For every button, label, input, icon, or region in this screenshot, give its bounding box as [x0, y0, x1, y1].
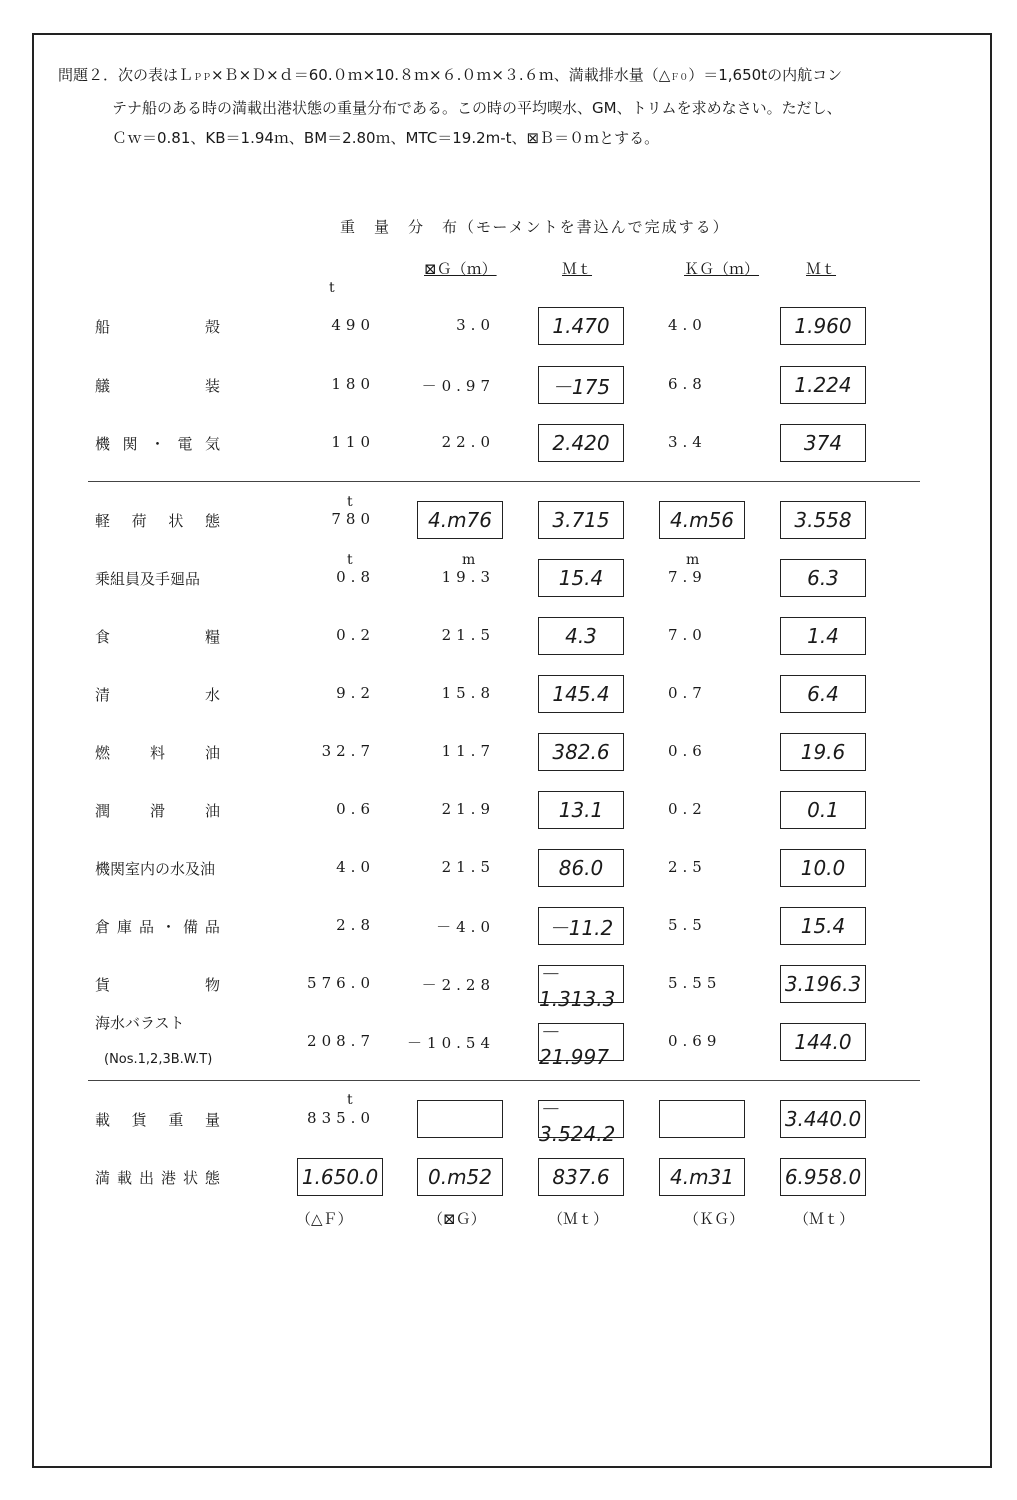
- row-label-part: 船: [95, 318, 111, 336]
- header-mt2: Ｍｔ: [806, 260, 837, 278]
- row-label-part: 態: [204, 512, 220, 530]
- moment-vert-cell: 374: [780, 424, 866, 462]
- kg-cell: [659, 1100, 745, 1138]
- moment-long-cell: 837.6: [538, 1158, 624, 1196]
- row-label-part: 貨: [131, 1111, 147, 1129]
- moment-long-cell: 382.6: [538, 733, 624, 771]
- row-label-part: 物: [204, 976, 220, 994]
- row-label: [95, 916, 220, 937]
- row-label-part: 品: [138, 918, 154, 936]
- footer-df: （△Ｆ）: [296, 1210, 353, 1228]
- meter-unit-2: m: [686, 552, 700, 568]
- row-label: [95, 626, 220, 647]
- row-label-part: 関: [122, 435, 138, 453]
- moment-long-cell: －175: [538, 366, 624, 404]
- row-label-part: 軽: [95, 512, 111, 530]
- ton-unit: t: [329, 280, 335, 296]
- row-label-part: 清: [95, 686, 111, 704]
- row-label-part: 港: [160, 1169, 176, 1187]
- row-label: [95, 510, 220, 531]
- row-label-part: 海水バラスト: [95, 1014, 185, 1032]
- mid-g-cell: －0.97: [421, 377, 495, 395]
- weight-cell: 576.0: [307, 974, 375, 992]
- mid-g-cell: 21.5: [441, 626, 495, 644]
- problem-line1-rest: ×Ｂ×Ｄ×ｄ＝60.０ｍ×10.８ｍ×６.０ｍ×３.６ｍ、満載排水量（△: [211, 66, 671, 84]
- moment-long-cell: 145.4: [538, 675, 624, 713]
- row-label-part: 電: [177, 435, 193, 453]
- moment-vert-cell: 19.6: [780, 733, 866, 771]
- row-label-part: 態: [204, 1169, 220, 1187]
- problem-line2: テナ船のある時の満載出港状態の重量分布である。この時の平均喫水、GM、トリムを求めなさい。ただし、: [112, 99, 842, 117]
- mid-g-cell: 21.9: [441, 800, 495, 818]
- kg-cell: 0.6: [668, 742, 707, 760]
- ton-unit-2: t: [347, 494, 353, 510]
- row-label-part: 艤: [95, 377, 111, 395]
- row-label-part: 載: [116, 1169, 132, 1187]
- moment-long-cell: －3.524.2: [538, 1100, 624, 1138]
- mid-g-cell: 15.8: [441, 684, 495, 702]
- mid-g-cell: [417, 1100, 503, 1138]
- row-label: [95, 1109, 220, 1130]
- moment-long-cell: 1.470: [538, 307, 624, 345]
- row-label: [95, 974, 220, 995]
- row-label-part: 水: [204, 686, 220, 704]
- kg-cell: 5.55: [668, 974, 722, 992]
- weight-cell: 32.7: [321, 742, 375, 760]
- mid-g-cell: 21.5: [441, 858, 495, 876]
- kg-cell: 6.8: [668, 375, 707, 393]
- moment-vert-cell: 1.4: [780, 617, 866, 655]
- row-label-part: 備: [182, 918, 198, 936]
- moment-vert-cell: 3.558: [780, 501, 866, 539]
- mid-g-cell: －2.28: [421, 976, 495, 994]
- weight-cell: 2.8: [336, 916, 375, 934]
- problem-statement: [58, 60, 958, 153]
- header-kg: ＫＧ（ｍ）: [684, 260, 760, 278]
- moment-vert-cell: 6.4: [780, 675, 866, 713]
- f0-subscript: Ｆ０: [670, 73, 689, 83]
- mid-g-cell: 19.3: [441, 568, 495, 586]
- row-label: [95, 684, 220, 705]
- row-label-part: 滑: [149, 802, 165, 820]
- row-label-part: 貨: [95, 976, 111, 994]
- footer-kg: （ＫＧ）: [684, 1210, 745, 1228]
- weight-cell: 780: [331, 510, 375, 528]
- footer-mg: （⊠Ｇ）: [428, 1210, 486, 1228]
- moment-vert-cell: 1.960: [780, 307, 866, 345]
- moment-long-cell: 4.3: [538, 617, 624, 655]
- row-label-part: 状: [168, 512, 184, 530]
- row-label-part: 庫: [116, 918, 132, 936]
- moment-vert-cell: 0.1: [780, 791, 866, 829]
- row-label-part: 量: [204, 1111, 220, 1129]
- moment-vert-cell: 144.0: [780, 1023, 866, 1061]
- weight-cell: 9.2: [336, 684, 375, 702]
- header-mt1: Ｍｔ: [562, 260, 593, 278]
- row-label-part: 載: [95, 1111, 111, 1129]
- mid-g-cell: 22.0: [441, 433, 495, 451]
- kg-cell: 4.m31: [659, 1158, 745, 1196]
- kg-cell: 7.0: [668, 626, 707, 644]
- row-label-part: 機関室内の水及油: [95, 860, 216, 878]
- kg-cell: 4.m56: [659, 501, 745, 539]
- ton-unit-4: t: [347, 1092, 353, 1108]
- row-label: [95, 1012, 220, 1033]
- weight-cell: 1.650.0: [297, 1158, 383, 1196]
- moment-long-cell: 15.4: [538, 559, 624, 597]
- moment-vert-cell: 3.196.3: [780, 965, 866, 1003]
- kg-cell: 5.5: [668, 916, 707, 934]
- weight-cell: 180: [331, 375, 375, 393]
- kg-cell: 0.69: [668, 1032, 722, 1050]
- divider-1: [88, 481, 920, 482]
- moment-vert-cell: 6.3: [780, 559, 866, 597]
- mid-g-cell: 0.m52: [417, 1158, 503, 1196]
- moment-long-cell: 86.0: [538, 849, 624, 887]
- ton-unit-3: t: [347, 552, 353, 568]
- kg-cell: 0.2: [668, 800, 707, 818]
- mid-g-cell: －4.0: [436, 918, 495, 936]
- row-label-part: 品: [204, 918, 220, 936]
- problem-line1-end: ）＝1,650tの内航コン: [688, 66, 843, 84]
- row-label-part: 油: [204, 802, 220, 820]
- ballast-subtitle: (Nos.1,2,3B.W.T): [104, 1052, 213, 1067]
- row-label: [95, 800, 220, 821]
- moment-vert-cell: 1.224: [780, 366, 866, 404]
- footer-mt1: （Ｍｔ）: [548, 1210, 609, 1228]
- kg-cell: 0.7: [668, 684, 707, 702]
- weight-cell: 0.6: [336, 800, 375, 818]
- row-label-part: 装: [204, 377, 220, 395]
- kg-cell: 7.9: [668, 568, 707, 586]
- moment-vert-cell: 15.4: [780, 907, 866, 945]
- weight-cell: 110: [331, 433, 375, 451]
- row-label-part: 燃: [95, 744, 111, 762]
- row-label: [95, 1167, 220, 1188]
- weight-cell: 4.0: [336, 858, 375, 876]
- weight-cell: 0.8: [336, 568, 375, 586]
- row-label-part: 重: [168, 1111, 184, 1129]
- weight-cell: 490: [331, 316, 375, 334]
- weight-cell: 208.7: [307, 1032, 375, 1050]
- row-label-part: 機: [95, 435, 111, 453]
- row-label-part: 出: [138, 1169, 154, 1187]
- row-label-part: 乗組員及手廻品: [95, 570, 201, 588]
- row-label: [95, 742, 220, 763]
- mid-g-cell: －10.54: [407, 1034, 495, 1052]
- moment-long-cell: 3.715: [538, 501, 624, 539]
- header-mid-g: ⊠Ｇ（ｍ）: [424, 260, 497, 278]
- weight-cell: 835.0: [307, 1109, 375, 1127]
- row-label-part: 満: [95, 1169, 111, 1187]
- row-label: [95, 316, 220, 337]
- row-label: [95, 433, 220, 454]
- row-label: [95, 375, 220, 396]
- kg-cell: 2.5: [668, 858, 707, 876]
- moment-vert-cell: 6.958.0: [780, 1158, 866, 1196]
- problem-line3: Ｃｗ＝0.81、KB＝1.94ｍ、BM＝2.80ｍ、MTC＝19.2m-t、⊠Ｂ＝０ｍとする。: [112, 129, 660, 147]
- kg-cell: 4.0: [668, 316, 707, 334]
- row-label-part: 潤: [95, 802, 111, 820]
- problem-line1: 問題２．次の表はＬ: [58, 66, 194, 84]
- moment-long-cell: 13.1: [538, 791, 624, 829]
- row-label-part: 状: [182, 1169, 198, 1187]
- kg-cell: 3.4: [668, 433, 707, 451]
- table-title: 重 量 分 布（モーメントを書込んで完成する）: [340, 218, 730, 236]
- row-label-part: 気: [204, 435, 220, 453]
- moment-long-cell: －1.313.3: [538, 965, 624, 1003]
- mid-g-cell: 11.7: [441, 742, 495, 760]
- row-label-part: 糧: [204, 628, 220, 646]
- row-label-part: 料: [149, 744, 165, 762]
- moment-vert-cell: 10.0: [780, 849, 866, 887]
- row-label-part: ・: [149, 435, 165, 453]
- meter-unit-1: m: [462, 552, 476, 568]
- lpp-subscript: ＰＰ: [193, 73, 212, 83]
- row-label-part: 食: [95, 628, 111, 646]
- row-label-part: ・: [160, 918, 176, 936]
- moment-vert-cell: 3.440.0: [780, 1100, 866, 1138]
- divider-2: [88, 1080, 920, 1081]
- row-label-part: 倉: [95, 918, 111, 936]
- mid-g-cell: 3.0: [456, 316, 495, 334]
- mid-g-cell: 4.m76: [417, 501, 503, 539]
- moment-long-cell: 2.420: [538, 424, 624, 462]
- weight-cell: 0.2: [336, 626, 375, 644]
- row-label-part: 荷: [131, 512, 147, 530]
- footer-mt2: （Ｍｔ）: [794, 1210, 855, 1228]
- moment-long-cell: －11.2: [538, 907, 624, 945]
- row-label-part: 油: [204, 744, 220, 762]
- row-label: [95, 858, 220, 879]
- row-label-part: 殻: [204, 318, 220, 336]
- row-label: [95, 568, 220, 589]
- moment-long-cell: －21.997: [538, 1023, 624, 1061]
